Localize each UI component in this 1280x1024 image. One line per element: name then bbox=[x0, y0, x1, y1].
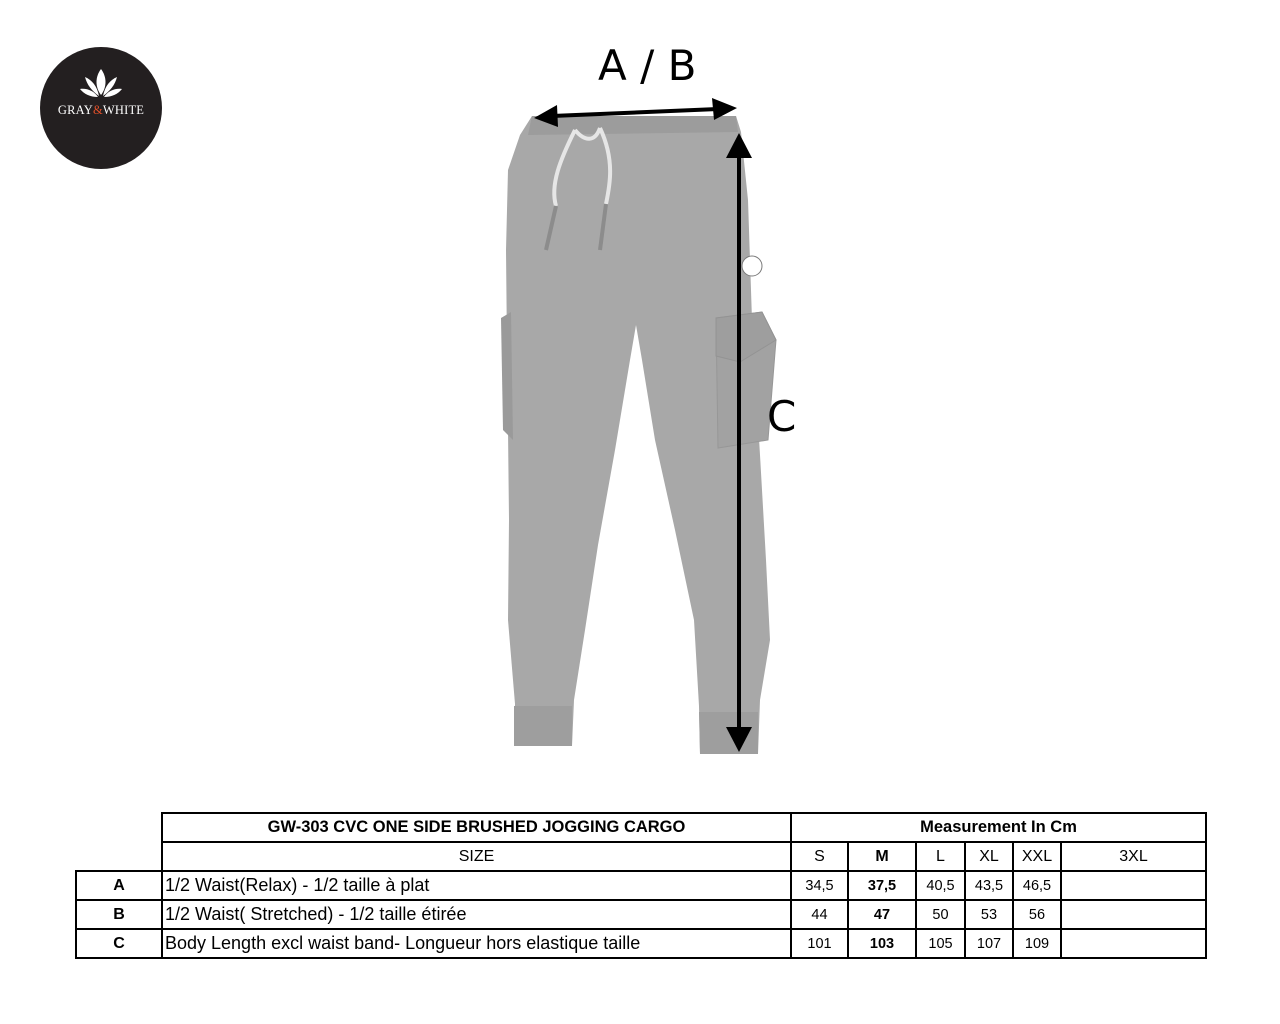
value-cell: 53 bbox=[965, 900, 1013, 929]
value-cell: 109 bbox=[1013, 929, 1061, 958]
row-description: 1/2 Waist(Relax) - 1/2 taille à plat bbox=[162, 871, 791, 900]
value-cell bbox=[1061, 871, 1206, 900]
size-3xl: 3XL bbox=[1061, 842, 1206, 871]
row-code: C bbox=[76, 929, 162, 958]
row-description: 1/2 Waist( Stretched) - 1/2 taille étirée bbox=[162, 900, 791, 929]
value-cell: 105 bbox=[916, 929, 965, 958]
length-label: C bbox=[767, 392, 797, 441]
value-cell: 40,5 bbox=[916, 871, 965, 900]
measurement-header: Measurement In Cm bbox=[791, 813, 1206, 842]
value-cell: 103 bbox=[848, 929, 916, 958]
table-title-row bbox=[76, 813, 1206, 842]
size-xl: XL bbox=[965, 842, 1013, 871]
size-table bbox=[75, 812, 1207, 959]
value-cell: 47 bbox=[848, 900, 916, 929]
width-label: A / B bbox=[598, 41, 697, 90]
size-xxl: XXL bbox=[1013, 842, 1061, 871]
value-cell bbox=[1061, 929, 1206, 958]
table-row bbox=[76, 900, 1206, 929]
table-row bbox=[76, 929, 1206, 958]
size-l: L bbox=[916, 842, 965, 871]
size-label: SIZE bbox=[162, 842, 791, 871]
table-row bbox=[76, 871, 1206, 900]
value-cell: 107 bbox=[965, 929, 1013, 958]
row-code: B bbox=[76, 900, 162, 929]
value-cell: 43,5 bbox=[965, 871, 1013, 900]
product-title: GW-303 CVC ONE SIDE BRUSHED JOGGING CARGO bbox=[162, 813, 791, 842]
value-cell: 44 bbox=[791, 900, 848, 929]
value-cell: 50 bbox=[916, 900, 965, 929]
value-cell: 56 bbox=[1013, 900, 1061, 929]
row-code: A bbox=[76, 871, 162, 900]
row-description: Body Length excl waist band- Longueur hors elastique taille bbox=[162, 929, 791, 958]
size-s: S bbox=[791, 842, 848, 871]
size-m: M bbox=[848, 842, 916, 871]
brand-name: GRAY&WHITE bbox=[57, 103, 145, 117]
value-cell: 101 bbox=[791, 929, 848, 958]
value-cell: 34,5 bbox=[791, 871, 848, 900]
value-cell bbox=[1061, 900, 1206, 929]
value-cell: 37,5 bbox=[848, 871, 916, 900]
pants-silhouette bbox=[501, 116, 776, 754]
value-cell: 46,5 bbox=[1013, 871, 1061, 900]
size-header-row bbox=[76, 842, 1206, 871]
